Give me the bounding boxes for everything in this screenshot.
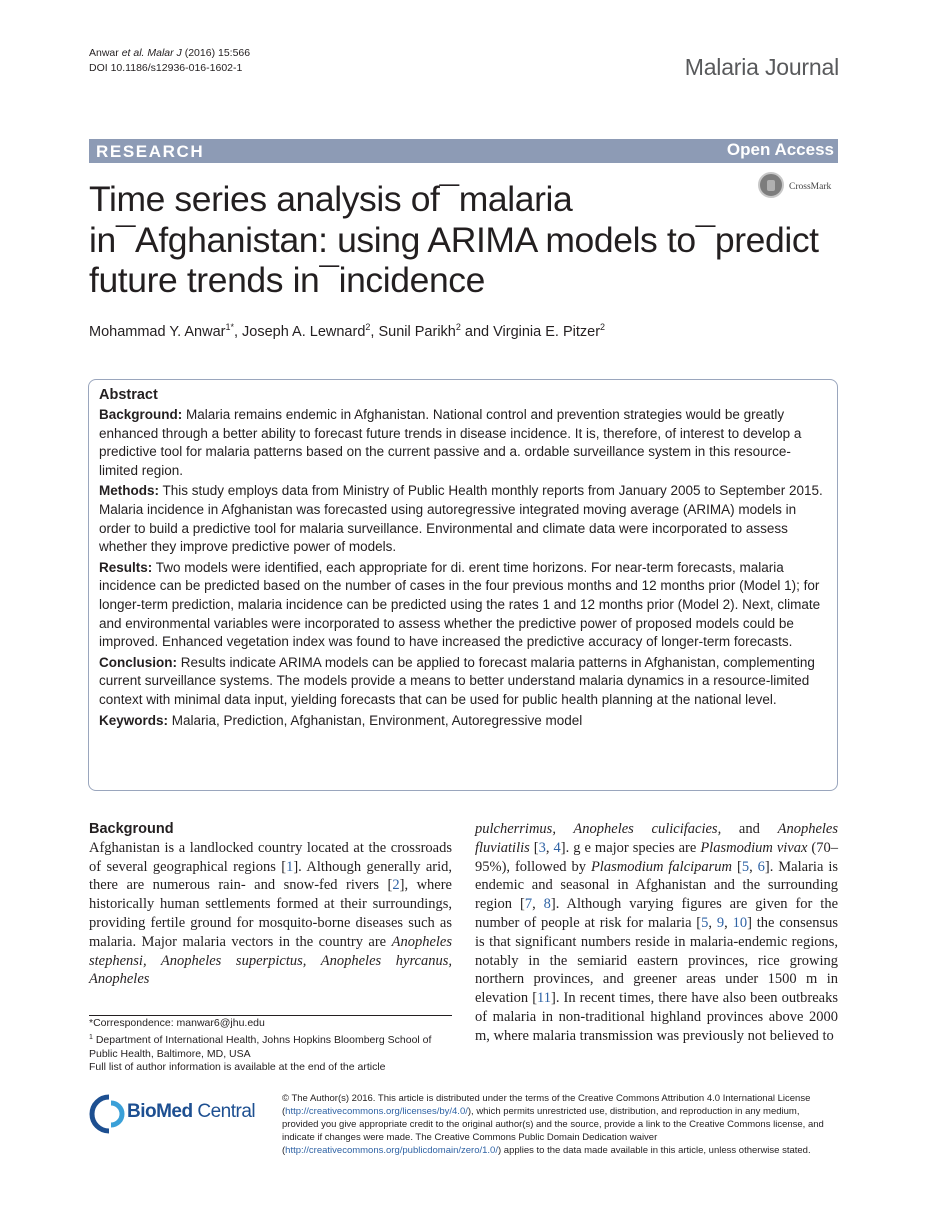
author-list: Mohammad Y. Anwar$^{1*}$, Joseph A. Lewnard$^2$, Sunil Parikh$^2$ and Virginia E. Pitzer$^2$ bbox=[89, 322, 606, 340]
correspondence: *Correspondence: manwar6@jhu.edu bbox=[89, 1017, 265, 1029]
author-4[interactable]: and Virginia E. Pitzer bbox=[460, 324, 601, 340]
biomed-central-icon bbox=[89, 1093, 125, 1135]
affiliation: $^1$ Department of International Health, Johns Hopkins Bloomberg School of Public Health, Baltimore, MD, USA bbox=[89, 1033, 432, 1060]
author-info-note: Full list of author information is available at the end of the article bbox=[89, 1061, 386, 1074]
open-access-label: Open Access bbox=[726, 140, 834, 159]
ref-link[interactable]: 5 bbox=[701, 914, 709, 931]
ref-link[interactable]: 2 bbox=[392, 877, 400, 894]
author-1[interactable]: Mohammad Y. Anwar bbox=[89, 324, 226, 340]
biomed-central-wordmark: BioMed Central bbox=[127, 1101, 256, 1122]
public-domain-link[interactable]: http://creativecommons.org/publicdomain/zero/1.0/ bbox=[285, 1144, 498, 1156]
license-link[interactable]: http://creativecommons.org/licenses/by/4.0/ bbox=[285, 1105, 468, 1117]
biomed-central-logo bbox=[89, 1093, 269, 1135]
ref-link[interactable]: 3 bbox=[538, 839, 546, 856]
ref-link[interactable]: 4 bbox=[553, 839, 561, 856]
body-column-left: Background Afghanistan is a landlocked country located at the crossroads of several geographical regions [1]. Although generally arid, there are numerous rain- and snow-fed rivers [2], where historically human settlements formed at their surroundings, providing fertile ground for mosquito-borne diseases such as malaria. Major malaria vectors in the country are Anopheles stephensi, Anopheles superpictus, Anopheles hyrcanus, Anopheles bbox=[89, 821, 453, 988]
citation-block bbox=[89, 46, 250, 75]
ref-link[interactable]: 5 bbox=[741, 858, 750, 875]
ref-link[interactable]: 11 bbox=[537, 990, 552, 1007]
abstract-box bbox=[88, 379, 838, 791]
section-heading-background: Background bbox=[89, 821, 174, 837]
article-type-banner bbox=[89, 139, 838, 163]
abstract-background: Background: Malaria remains endemic in Afghanistan. National control and prevention strategies would be greatly enhanced through a better ability to forecast future trends in disease incidence. It is, therefore, of interest to develop a predictive tool for malaria patterns based on the current passive and a. ordable surveillance system in this resource-limited region. bbox=[99, 407, 802, 478]
ref-link[interactable]: 9 bbox=[716, 914, 725, 931]
ref-link[interactable]: 7 bbox=[524, 896, 533, 913]
body-column-right: pulcherrimus, Anopheles culicifacies, and Anopheles fluviatilis [3, 4]. g e major species are Plasmodium vivax (70–95%), followed by Plasmodium falciparum [5, 6]. Malaria is endemic and seasonal in Afghanistan and the surrounding region [7, 8]. Although varying figures are given for the number of people at risk for malaria [5, 9, 10] the consensus is that significant numbers reside in malaria-endemic regions, notably in the semiarid eastern provinces, rice growing northern provinces, and greener areas under 1500 m in elevation [11]. In recent times, there have also been outbreaks of malaria in non-traditional highland provinces above 2000 m, where malaria transmission was previously not believed to bbox=[475, 821, 839, 1044]
license-statement: © The Author(s) 2016. This article is distributed under the terms of the Creative Commons Attribution 4.0 International License (http://creativecommons.org/licenses/by/4.0/), which permits unrestricted use, distribution, and reproduction in any medium, provided you give appropriate credit to the original author(s) and the source, provide a link to the Creative Commons license, and indicate if changes were made. The Creative Commons Public Domain Dedication waiver (http://creativecommons.org/publicdomain/zero/1.0/) applies to the data made available in this article, unless otherwise stated. bbox=[282, 1093, 824, 1156]
abstract-conclusion: Conclusion: Results indicate ARIMA models can be applied to forecast malaria patterns in Afghanistan, complementing current surveillance systems. The models provide a means to better understand malaria dynamics in a resource-limited context with minimal data input, yielding forecasts that can be used for public health planning at the national level. bbox=[99, 654, 815, 707]
footnotes bbox=[89, 1017, 452, 1075]
ref-link[interactable]: 8 bbox=[543, 896, 551, 913]
doi: DOI 10.1186/s12936-016-1602-1 bbox=[89, 61, 243, 74]
footnote-divider bbox=[89, 1015, 452, 1016]
article-title bbox=[89, 179, 849, 301]
title-line-1: Time series analysis of¯malaria bbox=[89, 179, 573, 219]
abstract-keywords: Keywords: Malaria, Prediction, Afghanistan, Environment, Autoregressive model bbox=[99, 712, 583, 728]
title-line-2: in¯Afghanistan: using ARIMA models to¯predict bbox=[89, 219, 819, 260]
citation-line: Anwar et al. Malar J (2016) 15:566 bbox=[89, 47, 251, 59]
abstract-heading: Abstract bbox=[99, 387, 158, 403]
crossmark-label: CrossMark bbox=[789, 182, 832, 192]
ref-link[interactable]: 1 bbox=[286, 858, 294, 875]
author-3[interactable]: , Sunil Parikh bbox=[370, 324, 456, 340]
title-line-3: future trends in¯incidence bbox=[89, 260, 485, 300]
ref-link[interactable]: 10 bbox=[732, 914, 748, 931]
abstract-results: Results: Two models were identified, each appropriate for di. erent time horizons. For near-term forecasts, malaria incidence can be predicted based on the number of cases in the four previous months and 12 months prior (Model 1); for longer-term prediction, malaria incidence can be predicted using the rates 1 and 12 months prior (Model 2). Next, climate and environmental variables were incorporated to assess whether the predictive power of proposed models could be improved. Enhanced vegetation index was found to have increased the predictive accuracy of longer-term forecasts. bbox=[99, 559, 821, 650]
citation-etal: et al. Malar J bbox=[121, 47, 182, 59]
author-2[interactable]: , Joseph A. Lewnard bbox=[234, 324, 366, 340]
abstract-methods: Methods: This study employs data from Ministry of Public Health monthly reports from January 2005 to September 2015. Malaria incidence in Afghanistan was forecasted using autoregressive integrated moving average (ARIMA) models in order to build a predictive tool for malaria surveillance. Environmental and climate data were incorporated to assess whether they improve predictive power of models. bbox=[99, 483, 823, 555]
ref-link[interactable]: 6 bbox=[757, 858, 765, 875]
journal-name: Malaria Journal bbox=[684, 54, 839, 80]
article-type-label: RESEARCH bbox=[96, 142, 205, 161]
